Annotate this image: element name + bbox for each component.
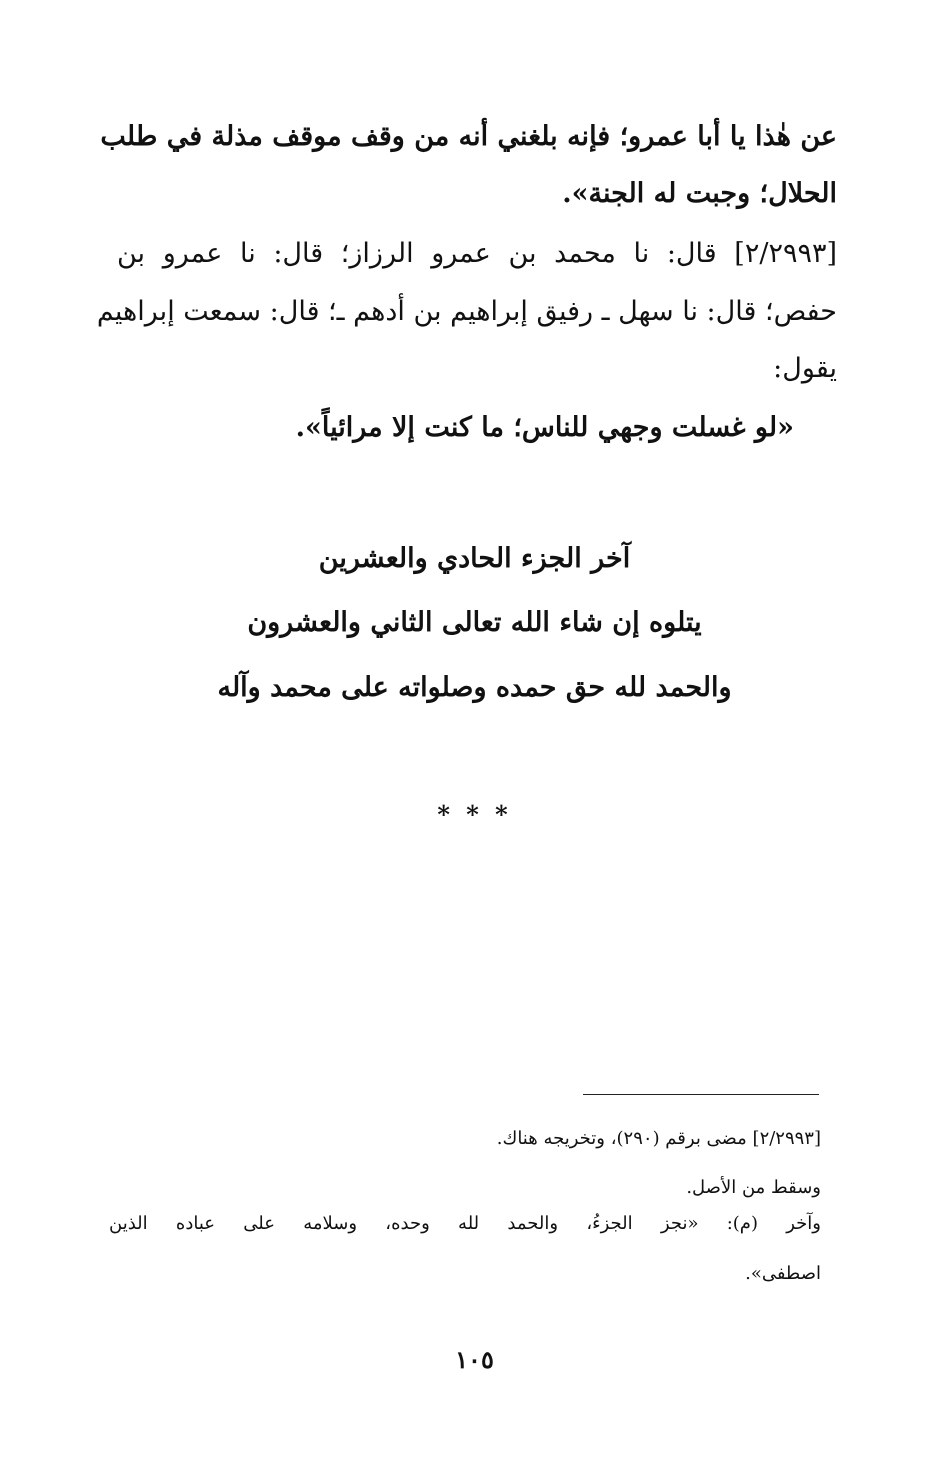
footnote-line-2: وسقط من الأصل.: [686, 1177, 821, 1198]
colophon-line-1: آخر الجزء الحادي والعشرين: [318, 543, 631, 574]
body-line-1: عن هٰذا يا أبا عمرو؛ فإنه بلغني أنه من وقف موقف مذلة في طلب: [100, 121, 837, 152]
footnote-line-3: وآخر (م): «نجز الجزءُ، والحمد لله وحده، وسلامه على عباده الذين: [109, 1213, 821, 1234]
colophon-line-2: يتلوه إن شاء الله تعالى الثاني والعشرون: [247, 607, 702, 638]
page-number: ١٠٥: [455, 1345, 494, 1374]
body-line-2: الحلال؛ وجبت له الجنة».: [562, 178, 837, 209]
body-line-3: [٢/٢٩٩٣] قال: نا محمد بن عمرو الرزاز؛ قال: نا عمرو بن: [117, 238, 837, 269]
footnote-divider: [583, 1094, 819, 1095]
body-line-4: حفص؛ قال: نا سهل ـ رفيق إبراهيم بن أدهم ـ؛ قال: سمعت إبراهيم: [96, 296, 837, 327]
body-quote-line: «لو غسلت وجهي للناس؛ ما كنت إلا مرائياً».: [295, 412, 794, 443]
footnote-line-1: [٢/٢٩٩٣] مضى برقم (٢٩٠)، وتخريجه هناك.: [496, 1128, 821, 1149]
colophon-line-3: والحمد لله حق حمده وصلواته على محمد وآله: [217, 672, 732, 703]
body-line-5: يقول:: [773, 353, 837, 384]
footnote-line-4: اصطفى».: [745, 1263, 821, 1284]
section-separator: * * *: [437, 800, 512, 829]
